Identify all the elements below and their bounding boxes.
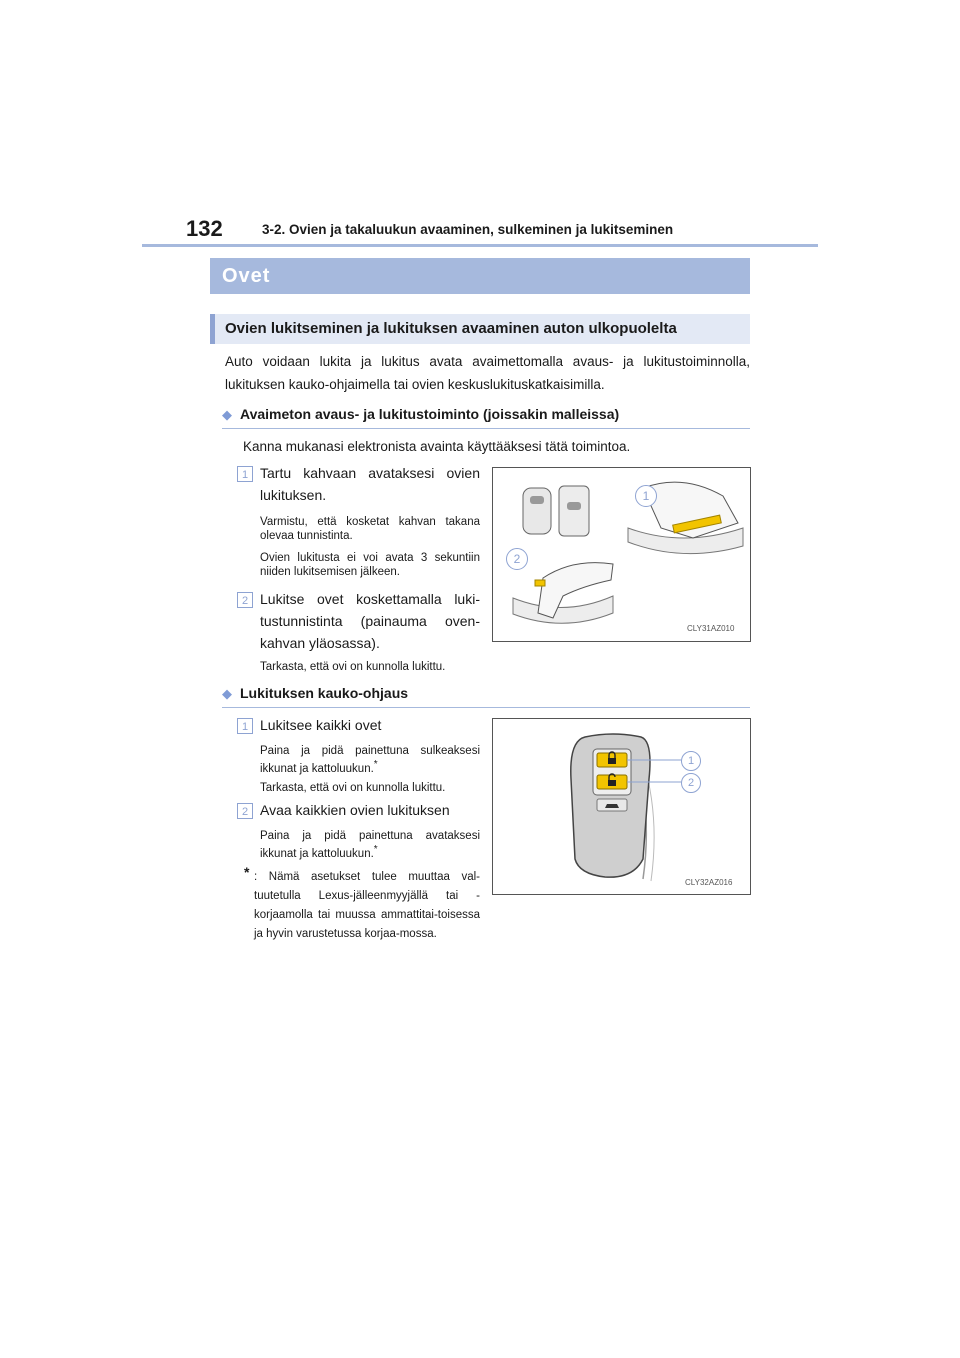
step-number-1: 1 (237, 718, 253, 734)
callout-2: 2 (681, 773, 701, 793)
remote-step-1-note-1 (260, 744, 480, 776)
section-intro: Auto voidaan lukita ja lukitus avata avaimettomalla avaus- ja lukitustoiminnolla, lukituksen kauko-ohjaimella tai ovien keskuslukituskatkaisimilla. (225, 354, 750, 392)
footnote: : Nämä asetukset tulee muuttaa val-tuutetulla Lexus-jälleenmyyjällä tai -korjaamolla tai muussa ammattitai-toisessa ja hyvin varustetussa korjaa-mossa. (254, 871, 480, 940)
smart-step-1: Tartu kahvaan avataksesi ovien lukituksen. (260, 465, 480, 503)
section-subtitle: Ovien lukitseminen ja lukituksen avaaminen auton ulkopuolelta (210, 314, 750, 344)
callout-2: 2 (506, 548, 528, 570)
smart-step-1-note-1: Varmistu, että kosketat kahvan takana olevaa tunnistinta. (260, 516, 480, 542)
remote-step-2-note-text: Paina ja pidä painettuna avataksesi ikkunat ja kattoluukun. (260, 830, 480, 860)
smart-step-2-note: Tarkasta, että ovi on kunnolla lukittu. (260, 661, 446, 673)
step-number-2: 2 (237, 803, 253, 819)
footnote-mark: * (373, 759, 378, 770)
header-rule (142, 244, 818, 247)
key-fob-figure (492, 718, 751, 895)
figure-code-2: CLY32AZ016 (685, 878, 733, 887)
smart-step-1-note-2: Ovien lukitusta ei voi avata 3 sekuntiin niiden lukitsemisen jälkeen. (260, 552, 480, 578)
step-number-2: 2 (237, 592, 253, 608)
page-number: 132 (186, 216, 223, 241)
remote-heading (222, 681, 750, 708)
remote-step-2-note (260, 829, 480, 861)
smart-intro: Kanna mukanasi elektronista avainta käyttääksesi tätä toimintoa. (243, 439, 631, 454)
remote-step-2: Avaa kaikkien ovien lukituksen (260, 802, 450, 818)
door-handle-figure (492, 467, 751, 642)
diamond-icon: ◆ (222, 407, 232, 422)
footnote-mark: * (373, 844, 378, 855)
remote-step-1: Lukitsee kaikki ovet (260, 717, 382, 733)
step-number-1: 1 (237, 466, 253, 482)
remote-step-1-note-1-text: Paina ja pidä painettuna sulkeaksesi ikkunat ja kattoluukun. (260, 745, 480, 775)
smart-heading (222, 402, 750, 429)
callout-1: 1 (681, 751, 701, 771)
figure-code-1: CLY31AZ010 (687, 624, 735, 633)
smart-step-2: Lukitse ovet koskettamalla luki-tustunnistinta (painauma oven-kahvan yläosassa). (260, 591, 480, 651)
door-handle-illustration (493, 468, 750, 641)
remote-step-1-note-2: Tarkasta, että ovi on kunnolla lukittu. (260, 782, 446, 794)
callout-1: 1 (635, 485, 657, 507)
key-fob-illustration (493, 719, 750, 894)
chapter-title: 3-2. Ovien ja takaluukun avaaminen, sulkeminen ja lukitseminen (262, 222, 674, 237)
footnote-marker: * (244, 864, 250, 880)
remote-heading-text: Lukituksen kauko-ohjaus (240, 685, 409, 701)
diamond-icon: ◆ (222, 686, 232, 701)
smart-heading-text: Avaimeton avaus- ja lukitustoiminto (joissakin malleissa) (240, 406, 620, 422)
section-title: Ovet (210, 258, 750, 294)
